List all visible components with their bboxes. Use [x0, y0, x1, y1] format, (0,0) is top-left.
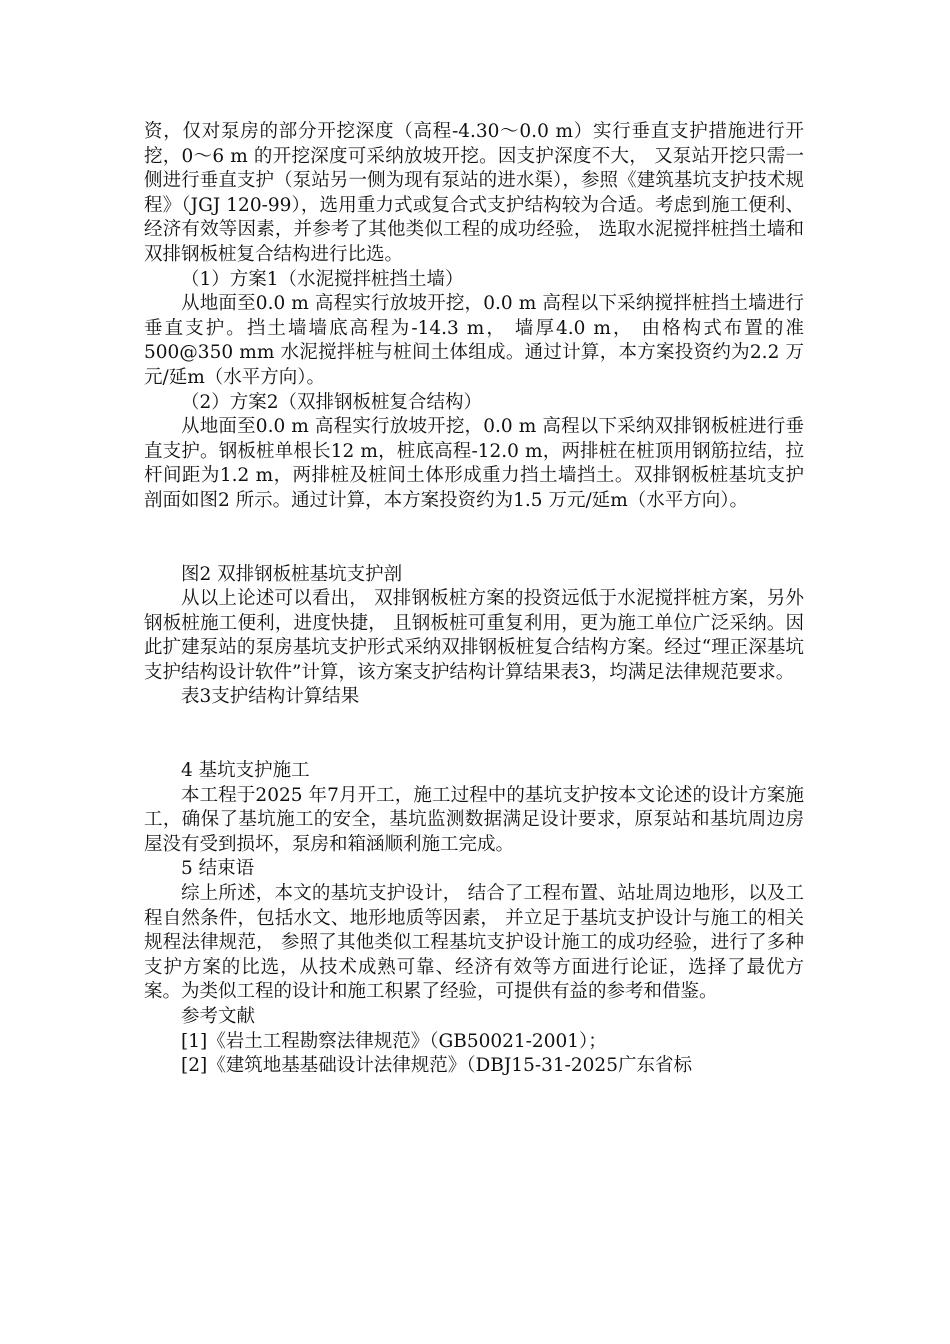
reference-item-1: [1]《岩土工程勘察法律规范》（GB50021-2001）； [181, 1030, 607, 1052]
table-placeholder [144, 710, 804, 759]
paragraph-construction: 本工程于2025 年7月开工，施工过程中的基坑支护按本文论述的设计方案施工，确保了基坑施工的安全，基坑监测数据满足设计要求，原泵站和基坑周边房屋没有受到损坏，泵房和箱涵顺利施工完成。 [144, 784, 804, 855]
scheme-1-heading: （1）方案1（水泥搅拌桩挡土墙） [181, 268, 464, 290]
paragraph-conclusion: 综上所述，本文的基坑支护设计， 结合了工程布置、站址周边地形，以及工程自然条件，包括水文、地形地质等因素， 并立足于基坑支护设计与施工的相关规程法律规范， 参照了其他类似工程基坑支护设计施工的成功经验，进行了多种支护方案的比选，从技术成熟可靠、经济有效等方面进行论证，选择了最优方案。为类似工程的设计和施工积累了经验，可提供有益的参考和借鉴。 [144, 883, 804, 1003]
reference-item-2: [2]《建筑地基基础设计法律规范》（DBJ15-31-2025广东省标 [181, 1055, 692, 1077]
paragraph-comparison: 从以上论述可以看出， 双排钢板桩方案的投资远低于水泥搅拌桩方案，另外钢板桩施工便利，进度快捷， 且钢板桩可重复利用，更为施工单位广泛采纳。因此扩建泵站的泵房基坑支护形式采纳双排钢板桩复合结构方案。经过“理正深基坑支护结构设计软件”计算，该方案支护结构计算结果表3，均满足法律规范要求。 [144, 588, 804, 683]
section-heading-conclusion: 5 结束语 [181, 858, 255, 880]
section-heading-construction: 4 基坑支护施工 [181, 760, 310, 782]
scheme-2-heading: （2）方案2（双排钢板桩复合结构） [181, 391, 483, 413]
figure-caption: 图2 双排钢板桩基坑支护剖 [181, 563, 403, 585]
references-heading: 参考文献 [181, 1006, 256, 1027]
paragraph-scheme-2: 从地面至0.0 m 高程实行放坡开挖，0.0 m 高程以下采纳双排钢板桩进行垂直支护。钢板桩单根长12 m，桩底高程-12.0 m，两排桩在桩顶用钢筋拉结，拉杆间距为1.2 m，两排桩及桩间土体形成重力挡土墙挡土。双排钢板桩基坑支护剖面如图2 所示。通过计算，本方案投资约为1.5 万元/延m（水平方向）。 [144, 416, 804, 511]
paragraph-scheme-1: 从地面至0.0 m 高程实行放坡开挖，0.0 m 高程以下采纳搅拌桩挡土墙进行垂直支护。挡土墙墙底高程为-14.3 m， 墙厚4.0 m， 由格构式布置的准500@350 mm 水泥搅拌桩与桩间土体组成。通过计算，本方案投资约为2.2 万元/延m（水平方向）。 [144, 293, 804, 388]
table-caption: 表3支护结构计算结果 [181, 686, 360, 708]
document-page [144, 120, 804, 1079]
paragraph-scheme-intro: 资，仅对泵房的部分开挖深度（高程-4.30～0.0 m）实行垂直支护措施进行开挖，0～6 m 的开挖深度可采纳放坡开挖。因支护深度不大， 又泵站开挖只需一侧进行垂直支护（泵站另一侧为现有泵站的进水渠），参照《建筑基坑支护技术规程》（JGJ 120-99），选用重力式或复合式支护结构较为合适。考虑到施工便利、经济有效等因素，并参考了其他类似工程的成功经验， 选取水泥搅拌桩挡土墙和双排钢板桩复合结构进行比选。 [144, 121, 804, 265]
figure-placeholder [144, 514, 804, 563]
